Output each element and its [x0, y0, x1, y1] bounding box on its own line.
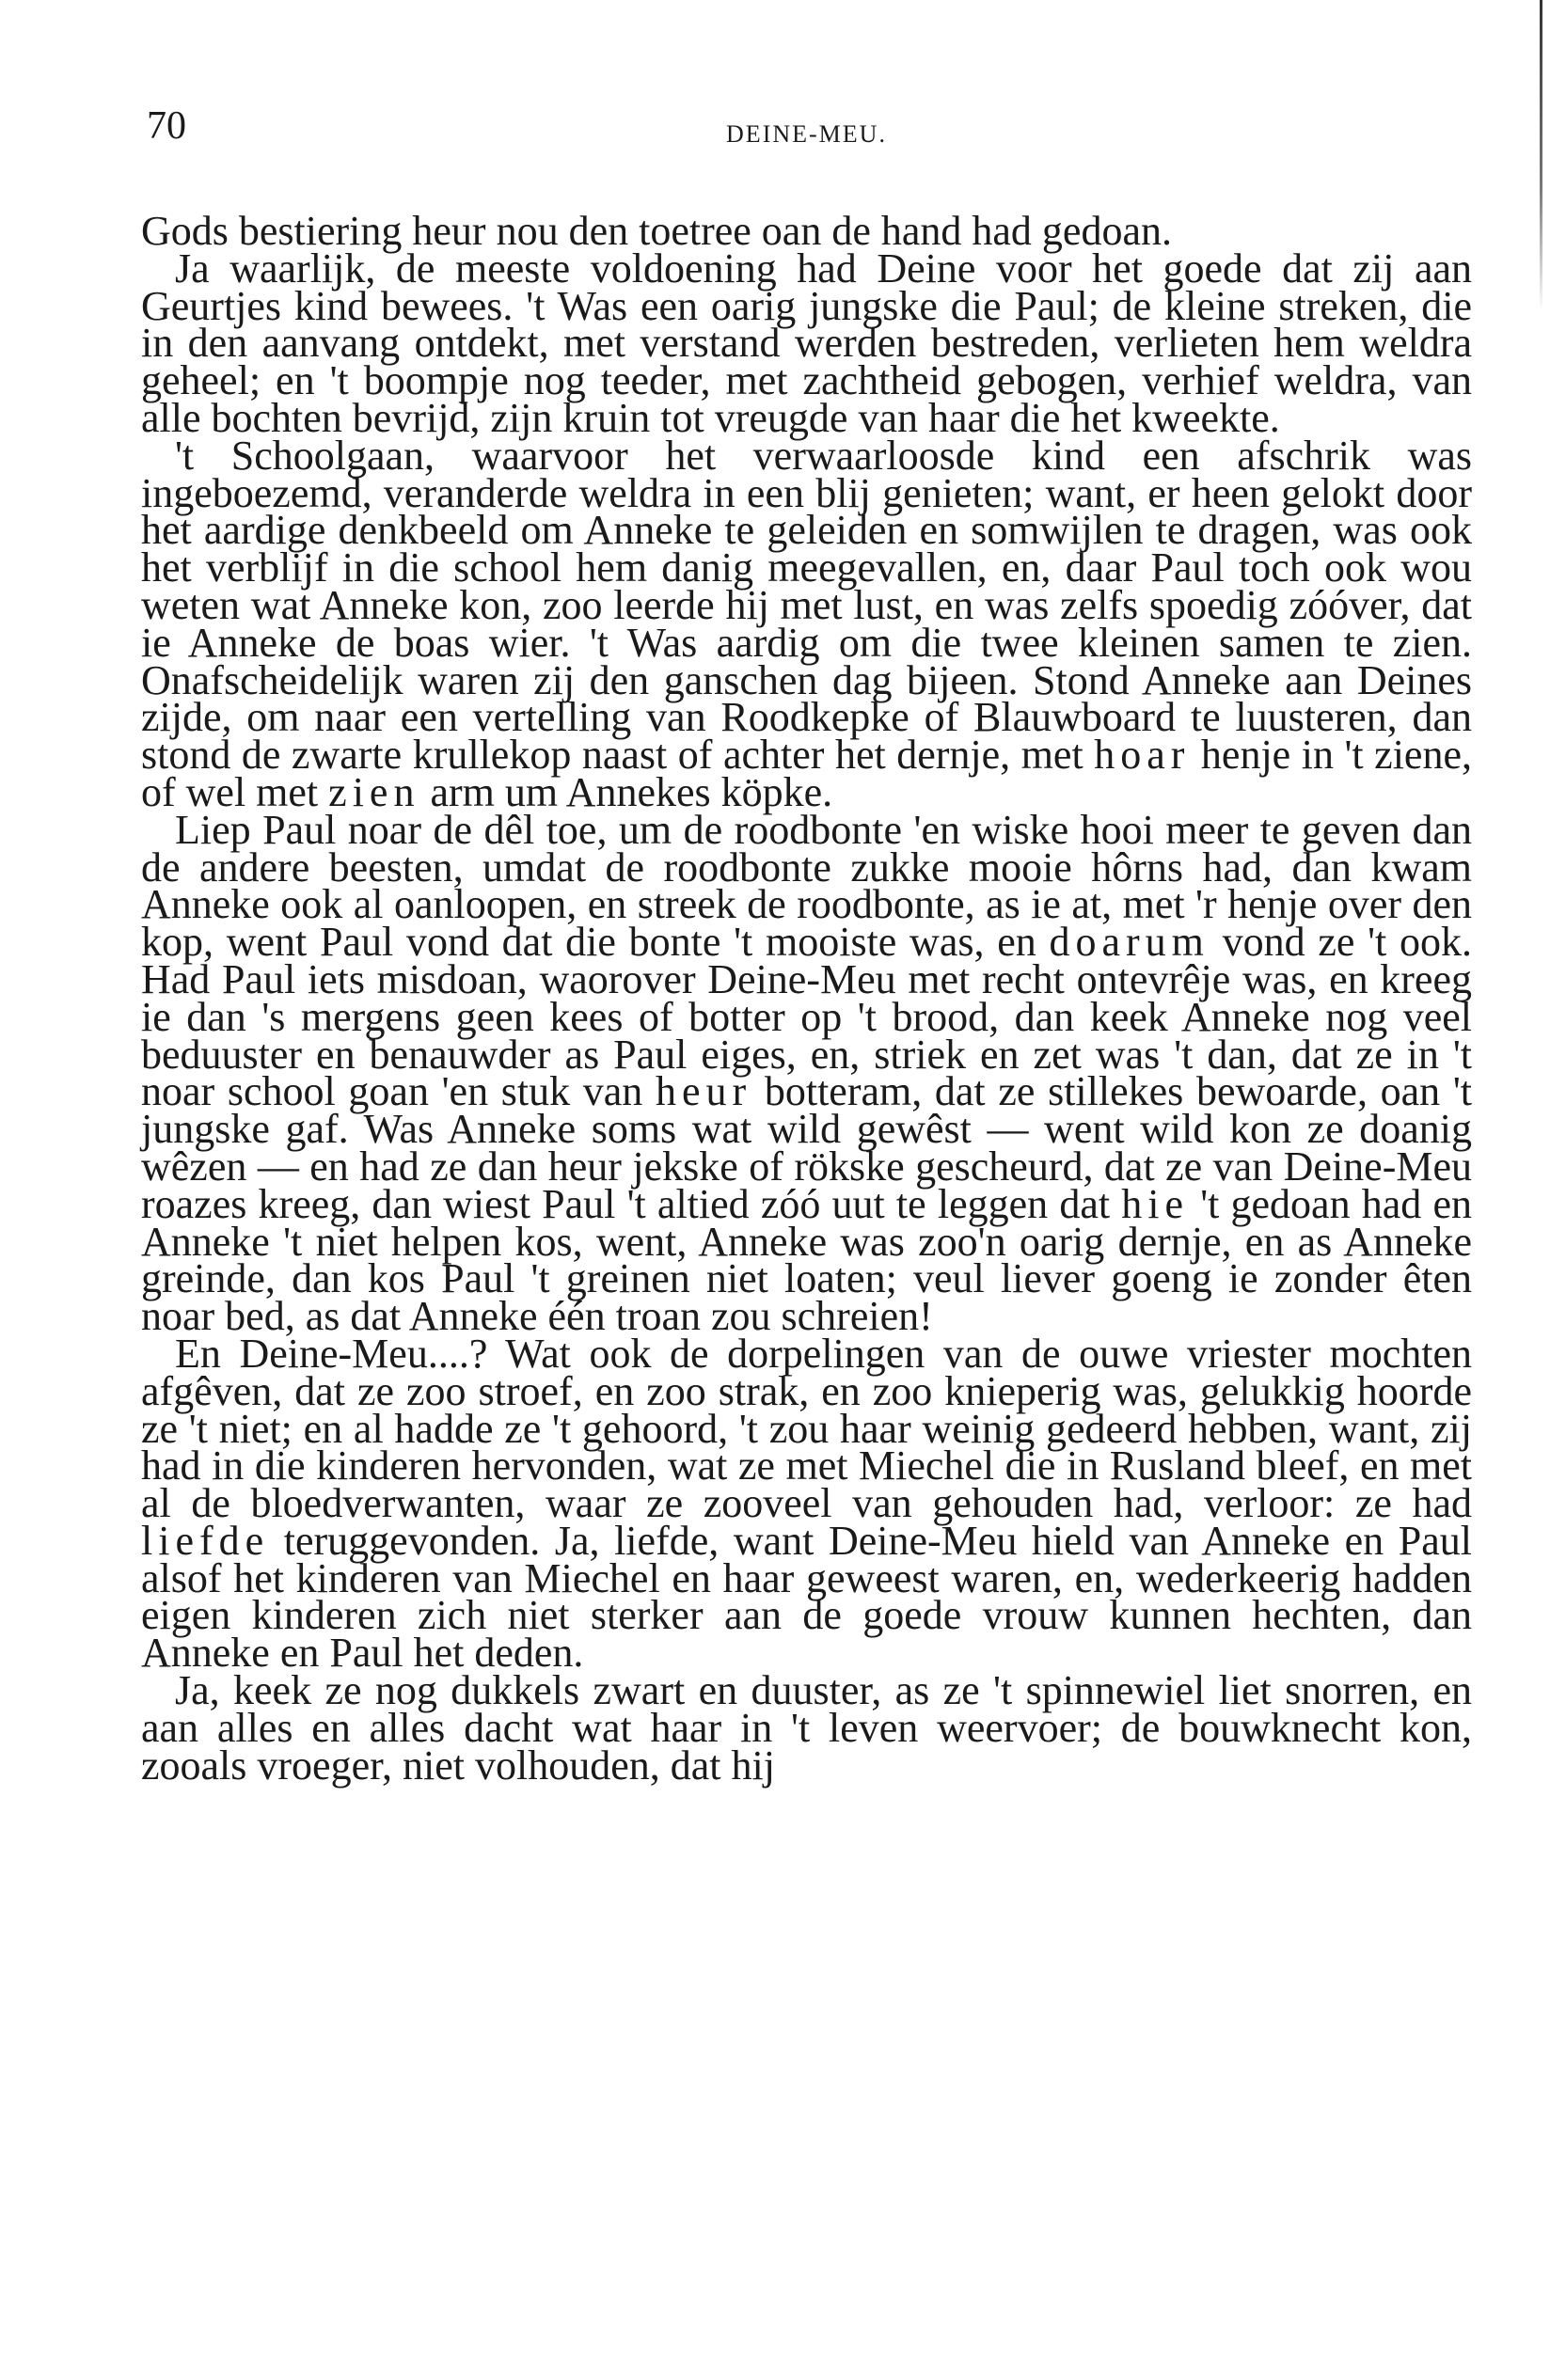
text-run: En Deine-Meu....? Wat ook de dorpelingen van de ouwe vriester mochten afgêven, dat ze zoo stroef, en zoo strak, en zoo knieperig was, gelukkig hoorde ze 't niet; en al hadde ze 't gehoord, 't zou haar weinig gedeerd hebben, want, zij had in die kinderen hervonden, wat ze met Miechel die in Rusland bleef, en met al de bloedverwanten, waar ze zooveel van gehouden had, verloor: ze had — [141, 1330, 1472, 1527]
book-page — [141, 103, 1472, 1789]
paragraph — [141, 432, 1472, 815]
text-run: arm um Annekes köpke. — [419, 768, 833, 815]
emphasized-word: liefde — [141, 1517, 270, 1564]
text-run: Ja, keek ze nog dukkels zwart en duuster, as ze 't spinnewiel liet snorren, en aan alles en alles dacht wat haar in 't leven weervoer; de bouwknecht kon, zooals vroeger, niet volhouden, dat hij — [141, 1667, 1472, 1789]
text-run: 't gedoan had en Anneke 't niet helpen kos, went, Anneke was zoo'n oarig dernje, en as Anneke greinde, dan kos Paul 't greinen niet loaten; veul liever goeng ie zonder êten noar bed, as dat Anneke één troan zou schreien! — [141, 1180, 1472, 1340]
running-head — [141, 103, 1472, 164]
paragraph — [141, 1667, 1472, 1789]
paragraph — [141, 806, 1472, 1340]
text-run: Liep Paul noar de dêl toe, um de roodbonte 'en wiske hooi meer te geven dan de andere beesten, umdat de roodbonte zukke mooie hôrns had, dan kwam Anneke ook al oanloopen, en streek de roodbonte, as ie at, met 'r henje over den kop, went Paul vond dat die bonte 't mooiste was, en — [141, 806, 1472, 966]
text-run: teruggevonden. Ja, liefde, want Deine-Meu hield van Anneke en Paul alsof het kinderen van Miechel en haar geweest waren, en, wederkeerig hadden eigen kinderen zich niet sterker aan de goede vrouw kunnen hechten, dan Anneke en Paul het deden. — [141, 1517, 1472, 1677]
page-number: 70 — [147, 104, 186, 148]
text-run: vond ze 't ook. Had Paul iets misdoan, waorover Deine-Meu met recht ontevrêje was, en kreeg ie dan 's mergens geen kees of botter op 't brood, dan keek Anneke nog veel beduuster en benauwder as Paul eiges, en, striek en zet was 't dan, dat ze in 't noar school goan 'en stuk van — [141, 919, 1472, 1115]
emphasized-word: heur — [655, 1068, 752, 1115]
emphasized-word: hie — [1121, 1180, 1190, 1227]
paragraph — [141, 244, 1472, 441]
text-run: henje in 't ziene, of wel met — [141, 732, 1472, 815]
emphasized-word: zien — [328, 768, 420, 815]
text-run: botteram, dat ze stillekes bewoarde, oan 't jungske gaf. Was Anneke soms wat wild gewêst — went wild kon ze doanig wêzen — en had ze dan heur jekske of rökske gescheurd, dat ze van Deine-Meu roazes kreeg, dan wiest Paul 't altied zóó uut te leggen dat — [141, 1068, 1472, 1227]
body-text — [141, 208, 1472, 1789]
running-title: DEINE-MEU. — [726, 120, 887, 148]
emphasized-word: hoar — [1094, 732, 1191, 779]
page-edge-mark — [1540, 0, 1542, 310]
paragraph — [141, 1330, 1472, 1677]
emphasized-word: doarum — [1049, 919, 1210, 966]
text-run: Gods bestiering heur nou den toetree oan de hand had gedoan. — [141, 208, 1172, 254]
text-run: Ja waarlijk, de meeste voldoening had Deine voor het goede dat zij aan Geurtjes kind bewees. 't Was een oarig jungske die Paul; de kleine streken, die in den aanvang ontdekt, met verstand werden bestreden, verlieten hem weldra geheel; en 't boompje nog teeder, met zachtheid gebogen, verhief weldra, van alle bochten bevrijd, zijn kruin tot vreugde van haar die het kweekte. — [141, 244, 1472, 441]
text-run: 't Schoolgaan, waarvoor het verwaarloosde kind een afschrik was ingeboezemd, veranderde weldra in een blij genieten; want, er heen gelokt door het aardige denkbeeld om Anneke te geleiden en somwijlen te dragen, was ook het verblijf in die school hem danig meegevallen, en, daar Paul toch ook wou weten wat Anneke kon, zoo leerde hij met lust, en was zelfs spoedig zóóver, dat ie Anneke de boas wier. 't Was aardig om die twee kleinen samen te zien. Onafscheidelijk waren zij den ganschen dag bijeen. Stond Anneke aan Deines zijde, om naar een vertelling van Roodkepke of Blauwboard te luusteren, dan stond de zwarte krullekop naast of achter het dernje, met — [141, 432, 1472, 779]
